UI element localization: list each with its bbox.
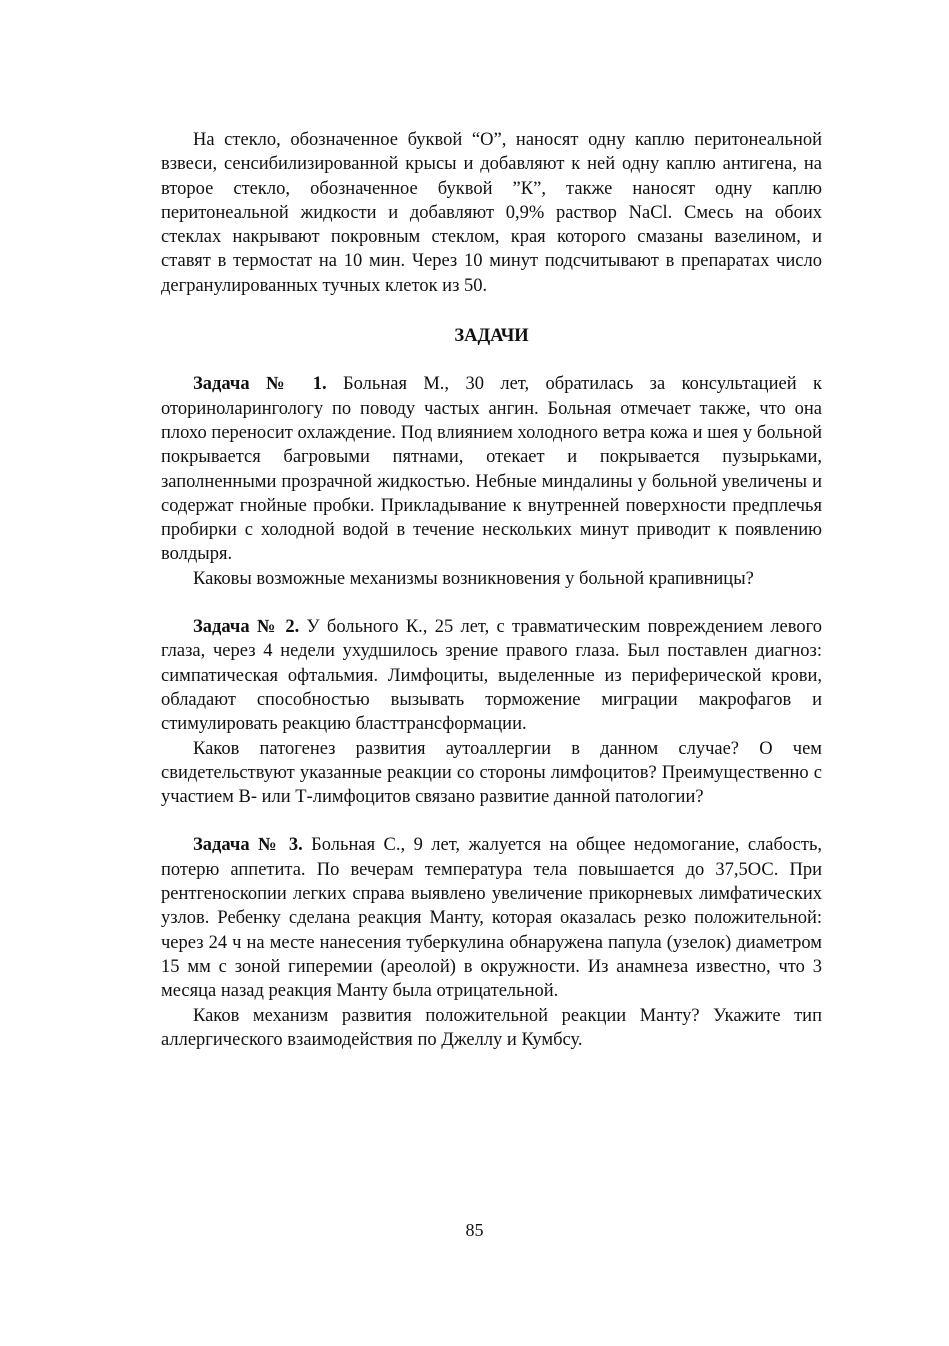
- task-2-paragraph: [161, 615, 822, 736]
- task-1-paragraph: [161, 372, 822, 566]
- task-3-question: Каков механизм развития положительной реакции Манту? Укажите тип аллергического взаимодействия по Джеллу и Кумбсу.: [161, 1005, 822, 1050]
- task-3-paragraph: [161, 833, 822, 1003]
- spacer: [161, 809, 822, 833]
- page-number: 85: [465, 1220, 484, 1240]
- task-2: [161, 615, 822, 809]
- task-1-question: Каковы возможные механизмы возникновения у больной крапивницы?: [193, 568, 754, 589]
- task-3-label: Задача № 3.: [193, 835, 303, 856]
- task-1: [161, 372, 822, 591]
- page-content: [161, 128, 822, 1052]
- task-1-body: Больная М., 30 лет, обратилась за консультацией к оториноларингологу по поводу частых ангин. Больная отмечает также, что она плохо переносит охлаждение. Под влиянием холодного ветра кожа и шея у больной покрывается багровыми пятнами, отекает и покрывается пузырьками, заполненными прозрачной жидкостью. Небные миндалины у больной увеличены и содержат гнойные пробки. Прикладывание к внутренней поверхности предплечья пробирки с холодной водой в течение нескольких минут приводит к появлению волдыря.: [161, 374, 822, 565]
- task-1-label: Задача № 1.: [193, 374, 327, 395]
- section-title: ЗАДАЧИ: [454, 326, 529, 347]
- task-3: [161, 833, 822, 1052]
- task-3-body: Больная С., 9 лет, жалуется на общее недомогание, слабость, потерю аппетита. По вечерам температура тела повышается до 37,5ОС. При рентгеноскопии легких справа выявлено увеличение прикорневых лимфатических узлов. Ребенку сделана реакция Манту, которая оказалась резко положительной: через 24 ч на месте нанесения туберкулина обнаружена папула (узелок) диаметром 15 мм с зоной гиперемии (ареолой) в окружности. Из анамнеза известно, что 3 месяца назад реакция Манту была отрицательной.: [161, 835, 822, 1002]
- task-2-body: У больного К., 25 лет, с травматическим повреждением левого глаза, через 4 недели ухудшилось зрение правого глаза. Был поставлен диагноз: симпатическая офтальмия. Лимфоциты, выделенные из периферической крови, обладают способностью вызывать торможение миграции макрофагов и стимулировать реакцию бласттрансформации.: [161, 617, 823, 735]
- task-2-question: Каков патогенез развития аутоаллергии в данном случае? О чем свидетельствуют указанные реакции со стороны лимфоцитов? Преимущественно с участием В- или Т-лимфоцитов связано развитие данной патологии?: [161, 738, 822, 808]
- spacer: [161, 591, 822, 615]
- intro-paragraph: На стекло, обозначенное буквой “О”, наносят одну каплю перитонеальной взвеси, сенсибилизированной крысы и добавляют к ней одну каплю антигена, на второе стекло, обозначенное буквой ”К”, также наносят одну каплю перитонеальной жидкости и добавляют 0,9% раствор NaCl. Смесь на обоих стеклах накрывают покровным стеклом, края которого смазаны вазелином, и ставят в термостат на 10 мин. Через 10 минут подсчитывают в препаратах число дегранулированных тучных клеток из 50.: [161, 130, 822, 296]
- task-2-label: Задача № 2.: [193, 617, 300, 638]
